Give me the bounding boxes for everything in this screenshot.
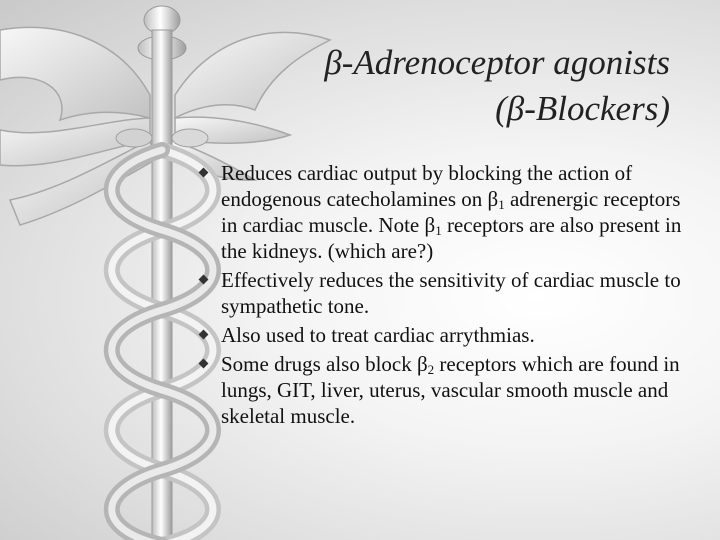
slide-title-line-2: (β-Blockers) xyxy=(495,89,670,128)
diamond-bullet-icon xyxy=(199,359,209,369)
slide-title xyxy=(240,40,670,132)
diamond-bullet-icon xyxy=(199,275,209,285)
bullet-list xyxy=(196,160,696,432)
bullet-item: Effectively reduces the sensitivity of cardiac muscle to sympathetic tone. xyxy=(196,267,696,319)
diamond-bullet-icon xyxy=(199,330,209,340)
bullet-item: Also used to treat cardiac arrythmias. xyxy=(196,322,696,348)
diamond-bullet-icon xyxy=(199,168,209,178)
slide-title-line-1: β-Adrenoceptor agonists xyxy=(324,43,670,82)
bullet-item: Reduces cardiac output by blocking the action of endogenous catecholamines on $\beta_1$ adrenergic receptors in cardiac muscle. Note $\beta_1$ receptors are also present in the kidneys. (which are?) xyxy=(196,160,696,264)
bullet-item: Some drugs also block $\beta_2$ receptors which are found in lungs, GIT, liver, uterus, vascular smooth muscle and skeletal muscle. xyxy=(196,351,696,429)
